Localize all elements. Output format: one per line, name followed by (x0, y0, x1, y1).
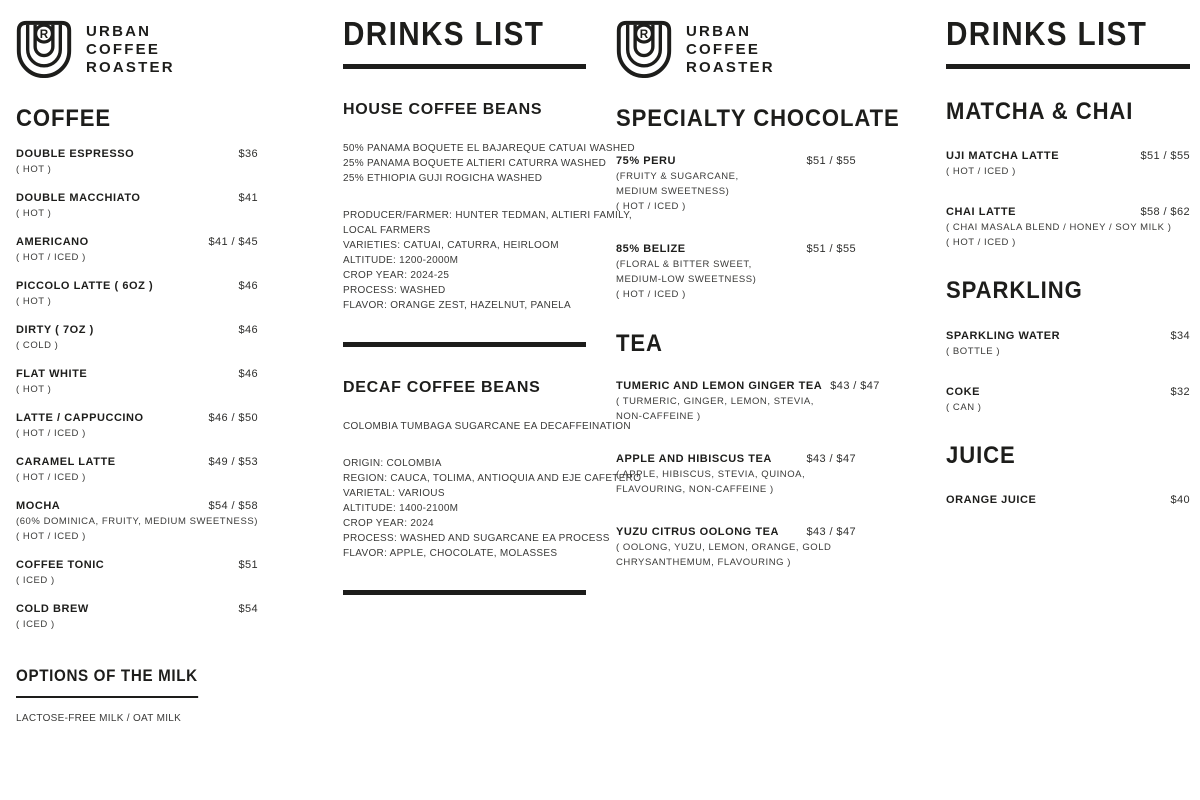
item-name: ORANGE JUICE (946, 493, 1037, 506)
info-text (16, 711, 258, 726)
title-rule (946, 64, 1190, 69)
brand-name (86, 20, 175, 77)
brand-name (686, 20, 775, 77)
menu-item-double-espresso (16, 148, 258, 175)
info-text-line: CROP YEAR: 2024 (343, 518, 434, 530)
menu-item-row (616, 453, 856, 465)
info-text-line: ORIGIN: COLOMBIA (343, 458, 442, 470)
item-name: UJI MATCHA LATTE (946, 150, 1060, 163)
menu-item-row (16, 236, 258, 248)
info-text-line: PRODUCER/FARMER: HUNTER TEDMAN, ALTIERI FAMILY, (343, 210, 632, 222)
menu-column-coffee (16, 0, 258, 726)
menu-item-row (616, 155, 856, 167)
brand-name-line: COFFEE (86, 41, 161, 58)
info-text-line: PROCESS: WASHED AND SUGARCANE EA PROCESS (343, 533, 610, 545)
item-note: (FLORAL & BITTER SWEET, (616, 259, 752, 271)
info-text (343, 208, 632, 313)
drinks-list-title: DRINKS LIST (343, 15, 545, 52)
item-note: ( ICED ) (16, 619, 55, 631)
menu-item-85-belize (616, 243, 856, 300)
menu-item-double-macchiato (16, 192, 258, 219)
title-rule (343, 64, 586, 69)
item-note: ( HOT / ICED ) (16, 428, 86, 440)
menu-item-chai-latte (946, 206, 1190, 248)
item-price: $54 (238, 603, 258, 616)
item-name: AMERICANO (16, 236, 89, 249)
item-note: ( HOT ) (16, 164, 52, 176)
item-price: $49 / $53 (208, 456, 258, 469)
menu-item-row (616, 243, 856, 255)
item-price: $43 / $47 (830, 380, 880, 393)
item-note: ( HOT / ICED ) (616, 289, 686, 301)
item-name: 85% BELIZE (616, 243, 686, 256)
menu-item-row (616, 526, 856, 538)
logo-monogram: R (39, 27, 49, 41)
logo-badge-icon (16, 20, 72, 78)
item-name: COFFEE TONIC (16, 559, 105, 572)
item-note: ( HOT / ICED ) (946, 237, 1016, 249)
section-heading-sparkling: SPARKLING (946, 277, 1083, 305)
item-note: ( CAN ) (946, 401, 982, 413)
section-heading-coffee: COFFEE (16, 105, 112, 132)
item-note: NON-CAFFEINE ) (616, 411, 701, 423)
info-text-line: CROP YEAR: 2024-25 (343, 270, 450, 282)
item-name: APPLE AND HIBISCUS TEA (616, 453, 772, 466)
item-price: $46 (238, 280, 258, 293)
menu-column-other-drinks (946, 0, 1190, 535)
item-name: DIRTY ( 7OZ ) (16, 324, 94, 337)
section-heading-specialty-chocolate: SPECIALTY CHOCOLATE (616, 105, 900, 132)
info-text-line: PROCESS: WASHED (343, 285, 446, 297)
item-note: ( ICED ) (16, 575, 55, 587)
info-text-line: COLOMBIA TUMBAGA SUGARCANE EA DECAFFEINATION (343, 421, 631, 433)
menu-item-row (16, 559, 258, 571)
info-text (343, 419, 631, 434)
menu-item-caramel-latte (16, 456, 258, 483)
item-price: $51 / $55 (806, 243, 856, 256)
item-note: ( HOT ) (16, 384, 52, 396)
section-divider (343, 590, 586, 595)
item-price: $41 / $45 (208, 236, 258, 249)
item-note: ( COLD ) (16, 340, 59, 352)
brand-name-line: ROASTER (686, 59, 775, 76)
info-text-line: ALTITUDE: 1200-2000M (343, 255, 459, 267)
brand-name-line: URBAN (686, 23, 752, 40)
item-note: MEDIUM-LOW SWEETNESS) (616, 274, 757, 286)
menu-item-row (946, 330, 1190, 342)
item-name: LATTE / CAPPUCCINO (16, 412, 144, 425)
underlined-heading-wrap (16, 667, 258, 698)
heading-options-of-the-milk: OPTIONS OF THE MILK (16, 667, 198, 698)
menu-item-flat-white (16, 368, 258, 395)
item-note: ( HOT ) (16, 296, 52, 308)
section-heading-tea: TEA (616, 330, 663, 358)
menu-item-piccolo-latte-6oz (16, 280, 258, 307)
item-price: $32 (1170, 385, 1190, 398)
menu-item-row (16, 280, 258, 292)
brand-name-line: COFFEE (686, 41, 761, 58)
menu-item-row (16, 603, 258, 615)
item-note: ( HOT / ICED ) (16, 472, 86, 484)
menu-item-orange-juice (946, 494, 1190, 506)
menu-item-row (616, 380, 880, 393)
item-price: $34 (1170, 329, 1190, 342)
menu-item-latte-cappuccino (16, 412, 258, 439)
item-name: COKE (946, 385, 980, 398)
menu-item-row (16, 148, 258, 160)
menu-item-mocha (16, 500, 258, 542)
item-note: (60% DOMINICA, FRUITY, MEDIUM SWEETNESS) (16, 516, 258, 528)
menu-item-cold-brew (16, 603, 258, 630)
menu-item-row (16, 324, 258, 336)
menu-item-row (16, 368, 258, 380)
item-price: $46 / $50 (208, 412, 258, 425)
menu-item-row (16, 412, 258, 424)
info-text-line: FLAVOR: ORANGE ZEST, HAZELNUT, PANELA (343, 300, 571, 312)
item-note: ( HOT / ICED ) (16, 252, 86, 264)
item-price: $58 / $62 (1140, 206, 1190, 219)
item-price: $51 (238, 559, 258, 572)
info-text-line: 25% ETHIOPIA GUJI ROGICHA WASHED (343, 173, 543, 185)
subheading-decaf-coffee-beans: DECAF COFFEE BEANS (343, 379, 541, 397)
menu-item-apple-and-hibiscus-tea (616, 453, 856, 495)
item-note: MEDIUM SWEETNESS) (616, 186, 730, 198)
info-text (343, 141, 635, 186)
menu-item-row (16, 500, 258, 512)
menu-item-row (16, 456, 258, 468)
menu-item-coke (946, 386, 1190, 413)
item-name: 75% PERU (616, 155, 677, 168)
info-text-line: LACTOSE-FREE MILK / OAT MILK (16, 713, 182, 725)
item-name: PICCOLO LATTE ( 6OZ ) (16, 280, 154, 293)
item-note: ( CHAI MASALA BLEND / HONEY / SOY MILK ) (946, 222, 1172, 234)
item-price: $46 (238, 368, 258, 381)
info-text-line: 50% PANAMA BOQUETE EL BAJAREQUE CATUAI WASHED (343, 143, 635, 155)
item-name: MOCHA (16, 500, 61, 513)
info-text-line: VARIETIES: CATUAI, CATURRA, HEIRLOOM (343, 240, 559, 252)
info-text-line: FLAVOR: APPLE, CHOCOLATE, MOLASSES (343, 548, 558, 560)
menu-item-75-peru (616, 155, 856, 212)
section-divider (343, 342, 586, 347)
brand-name-line: URBAN (86, 23, 152, 40)
drinks-list-title: DRINKS LIST (946, 15, 1148, 52)
info-text-line: ALTITUDE: 1400-2100M (343, 503, 459, 515)
menu-item-row (946, 206, 1190, 218)
item-price: $40 (1170, 493, 1190, 506)
menu-item-dirty-7oz (16, 324, 258, 351)
subheading-house-coffee-beans: HOUSE COFFEE BEANS (343, 101, 543, 119)
info-text-line: VARIETAL: VARIOUS (343, 488, 445, 500)
item-name: FLAT WHITE (16, 368, 88, 381)
item-name: COLD BREW (16, 603, 89, 616)
section-heading-matcha-chai: MATCHA & CHAI (946, 98, 1134, 126)
menu-item-tumeric-and-lemon-ginger-tea (616, 380, 880, 423)
info-text-line: 25% PANAMA BOQUETE ALTIERI CATURRA WASHED (343, 158, 607, 170)
logo-monogram: R (639, 27, 649, 41)
brand-logo (616, 20, 856, 78)
item-price: $51 / $55 (806, 155, 856, 168)
info-text (343, 456, 642, 561)
brand-logo (16, 20, 258, 78)
menu-item-uji-matcha-latte (946, 150, 1190, 177)
item-note: ( TURMERIC, GINGER, LEMON, STEVIA, (616, 396, 814, 408)
menu-item-row (16, 192, 258, 204)
menu-item-row (946, 386, 1190, 398)
item-name: CHAI LATTE (946, 206, 1017, 219)
item-note: ( HOT ) (16, 208, 52, 220)
item-name: CARAMEL LATTE (16, 456, 116, 469)
item-note: ( HOT / ICED ) (16, 531, 86, 543)
item-note: ( HOT / ICED ) (946, 166, 1016, 178)
menu-item-yuzu-citrus-oolong-tea (616, 526, 856, 568)
item-price: $46 (238, 324, 258, 337)
menu-column-beans-info (343, 0, 642, 595)
menu-item-row (946, 150, 1190, 162)
info-text-line: REGION: CAUCA, TOLIMA, ANTIOQUIA AND EJE CAFETERO (343, 473, 642, 485)
item-note: ( HOT / ICED ) (616, 201, 686, 213)
item-name: TUMERIC AND LEMON GINGER TEA (616, 380, 823, 393)
item-name: SPARKLING WATER (946, 329, 1061, 342)
item-note: FLAVOURING, NON-CAFFEINE ) (616, 484, 774, 496)
menu-item-sparkling-water (946, 330, 1190, 357)
item-note: CHRYSANTHEMUM, FLAVOURING ) (616, 557, 791, 569)
menu-item-americano (16, 236, 258, 263)
item-price: $43 / $47 (806, 526, 856, 539)
item-note: (FRUITY & SUGARCANE, (616, 171, 739, 183)
item-price: $54 / $58 (208, 500, 258, 513)
item-name: DOUBLE ESPRESSO (16, 148, 135, 161)
item-price: $36 (238, 148, 258, 161)
info-text-line: LOCAL FARMERS (343, 225, 431, 237)
item-name: YUZU CITRUS OOLONG TEA (616, 526, 780, 539)
item-name: DOUBLE MACCHIATO (16, 192, 141, 205)
logo-badge-icon (616, 20, 672, 78)
menu-column-chocolate-tea (616, 0, 900, 599)
menu-item-row (946, 494, 1190, 506)
item-note: ( OOLONG, YUZU, LEMON, ORANGE, GOLD (616, 542, 832, 554)
brand-name-line: ROASTER (86, 59, 175, 76)
item-note: ( APPLE, HIBISCUS, STEVIA, QUINOA, (616, 469, 806, 481)
menu-item-coffee-tonic (16, 559, 258, 586)
item-price: $43 / $47 (806, 453, 856, 466)
section-heading-juice: JUICE (946, 441, 1016, 469)
item-price: $41 (238, 192, 258, 205)
item-note: ( BOTTLE ) (946, 345, 1001, 357)
item-price: $51 / $55 (1140, 150, 1190, 163)
